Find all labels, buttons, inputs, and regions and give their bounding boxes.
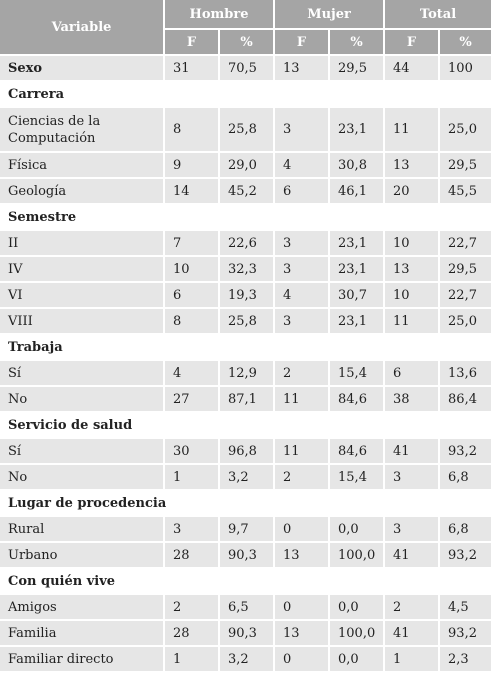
section-label: Semestre <box>0 205 493 231</box>
table-row <box>0 108 493 153</box>
cell-value: 87,1 <box>220 387 275 413</box>
cell-value: 11 <box>385 309 440 335</box>
cell-value: 3 <box>385 465 440 491</box>
cell-value: 13 <box>385 153 440 179</box>
cell-value: 29,0 <box>220 153 275 179</box>
subheader-mujer-pct: % <box>330 30 385 56</box>
group-header-hombre: Hombre <box>165 0 275 30</box>
cell-value: 90,3 <box>220 543 275 569</box>
cell-value: 3 <box>385 517 440 543</box>
cell-value: 86,4 <box>440 387 493 413</box>
cell-value: 11 <box>275 439 330 465</box>
cell-value: 2 <box>165 595 220 621</box>
table-row <box>0 595 493 621</box>
cell-value: 3 <box>275 309 330 335</box>
cell-value: 23,1 <box>330 257 385 283</box>
cell-value: 13 <box>275 621 330 647</box>
cell-value: 19,3 <box>220 283 275 309</box>
cell-value: 31 <box>165 56 220 82</box>
cell-value: 25,8 <box>220 309 275 335</box>
cell-value: 0 <box>275 647 330 673</box>
cell-value: 2 <box>275 465 330 491</box>
cell-value: 22,7 <box>440 231 493 257</box>
table-row <box>0 283 493 309</box>
cell-value: 70,5 <box>220 56 275 82</box>
cell-value: 32,3 <box>220 257 275 283</box>
cell-value: 6 <box>165 283 220 309</box>
cell-value: 29,5 <box>440 153 493 179</box>
cell-value: 84,6 <box>330 439 385 465</box>
cell-value: 1 <box>165 465 220 491</box>
cell-value: 3 <box>165 517 220 543</box>
cell-value: 3,2 <box>220 647 275 673</box>
cell-value: 100 <box>440 56 493 82</box>
cell-value: 11 <box>385 108 440 153</box>
table-row <box>0 153 493 179</box>
cell-value: 2 <box>385 595 440 621</box>
cell-value: 22,7 <box>440 283 493 309</box>
row-label: Rural <box>0 517 165 543</box>
section-label: Con quién vive <box>0 569 493 595</box>
cell-value: 27 <box>165 387 220 413</box>
cell-value: 25,0 <box>440 309 493 335</box>
subheader-mujer-f: F <box>275 30 330 56</box>
cell-value: 93,2 <box>440 621 493 647</box>
subheader-hombre-f: F <box>165 30 220 56</box>
cell-value: 2 <box>275 361 330 387</box>
cell-value: 93,2 <box>440 439 493 465</box>
cell-value: 23,1 <box>330 309 385 335</box>
section-row <box>0 335 493 361</box>
cell-value: 10 <box>165 257 220 283</box>
row-label: Urbano <box>0 543 165 569</box>
cell-value: 13 <box>275 543 330 569</box>
section-row <box>0 491 493 517</box>
cell-value: 30 <box>165 439 220 465</box>
row-label: Geología <box>0 179 165 205</box>
cell-value: 22,6 <box>220 231 275 257</box>
cell-value: 1 <box>165 647 220 673</box>
row-label: Ciencias de la Computación <box>0 108 165 153</box>
table-row <box>0 257 493 283</box>
cell-value: 6,8 <box>440 517 493 543</box>
cell-value: 25,0 <box>440 108 493 153</box>
table-row <box>0 231 493 257</box>
table-row <box>0 387 493 413</box>
row-label: Amigos <box>0 595 165 621</box>
section-row <box>0 205 493 231</box>
cell-value: 0,0 <box>330 647 385 673</box>
cell-value: 4 <box>275 153 330 179</box>
row-label: Sí <box>0 439 165 465</box>
cell-value: 0,0 <box>330 595 385 621</box>
table-row <box>0 517 493 543</box>
cell-value: 44 <box>385 56 440 82</box>
table-row <box>0 543 493 569</box>
cell-value: 45,5 <box>440 179 493 205</box>
cell-value: 12,9 <box>220 361 275 387</box>
cell-value: 30,7 <box>330 283 385 309</box>
cell-value: 0 <box>275 595 330 621</box>
cell-value: 8 <box>165 309 220 335</box>
section-label: Trabaja <box>0 335 493 361</box>
group-header-total: Total <box>385 0 493 30</box>
cell-value: 100,0 <box>330 543 385 569</box>
table-row <box>0 361 493 387</box>
table-row <box>0 179 493 205</box>
cell-value: 41 <box>385 621 440 647</box>
row-label: VI <box>0 283 165 309</box>
cell-value: 90,3 <box>220 621 275 647</box>
section-label: Servicio de salud <box>0 413 493 439</box>
cell-value: 41 <box>385 439 440 465</box>
row-label: II <box>0 231 165 257</box>
cell-value: 8 <box>165 108 220 153</box>
cell-value: 20 <box>385 179 440 205</box>
row-label: VIII <box>0 309 165 335</box>
cell-value: 6 <box>385 361 440 387</box>
cell-value: 29,5 <box>440 257 493 283</box>
cell-value: 13 <box>385 257 440 283</box>
cell-value: 7 <box>165 231 220 257</box>
cell-value: 3 <box>275 257 330 283</box>
section-label: Lugar de procedencia <box>0 491 493 517</box>
cell-value: 15,4 <box>330 361 385 387</box>
cell-value: 9 <box>165 153 220 179</box>
cell-value: 3,2 <box>220 465 275 491</box>
section-label: Carrera <box>0 82 493 108</box>
cell-value: 93,2 <box>440 543 493 569</box>
cell-value: 100,0 <box>330 621 385 647</box>
cell-value: 14 <box>165 179 220 205</box>
section-row <box>0 569 493 595</box>
table-row <box>0 56 493 82</box>
cell-value: 23,1 <box>330 231 385 257</box>
cell-value: 46,1 <box>330 179 385 205</box>
cell-value: 1 <box>385 647 440 673</box>
cell-value: 96,8 <box>220 439 275 465</box>
cell-value: 23,1 <box>330 108 385 153</box>
table-row <box>0 465 493 491</box>
cell-value: 29,5 <box>330 56 385 82</box>
subheader-total-pct: % <box>440 30 493 56</box>
cell-value: 25,8 <box>220 108 275 153</box>
row-label: No <box>0 387 165 413</box>
table-row <box>0 439 493 465</box>
section-row <box>0 82 493 108</box>
cell-value: 6,5 <box>220 595 275 621</box>
cell-value: 13 <box>275 56 330 82</box>
cell-value: 45,2 <box>220 179 275 205</box>
table-body <box>0 56 493 673</box>
cell-value: 4,5 <box>440 595 493 621</box>
cell-value: 10 <box>385 283 440 309</box>
cell-value: 9,7 <box>220 517 275 543</box>
row-label: Familiar directo <box>0 647 165 673</box>
row-label: Sí <box>0 361 165 387</box>
cell-value: 3 <box>275 231 330 257</box>
cell-value: 0,0 <box>330 517 385 543</box>
cell-value: 0 <box>275 517 330 543</box>
cell-value: 2,3 <box>440 647 493 673</box>
section-row <box>0 413 493 439</box>
row-label: IV <box>0 257 165 283</box>
table-row <box>0 621 493 647</box>
variable-header: Variable <box>0 0 165 56</box>
table-header <box>0 0 493 56</box>
cell-value: 3 <box>275 108 330 153</box>
cell-value: 13,6 <box>440 361 493 387</box>
subheader-total-f: F <box>385 30 440 56</box>
row-label: Familia <box>0 621 165 647</box>
cell-value: 28 <box>165 621 220 647</box>
cell-value: 4 <box>165 361 220 387</box>
cell-value: 84,6 <box>330 387 385 413</box>
table-row <box>0 309 493 335</box>
group-header-mujer: Mujer <box>275 0 385 30</box>
row-label: Sexo <box>0 56 165 82</box>
cell-value: 4 <box>275 283 330 309</box>
row-label: No <box>0 465 165 491</box>
cell-value: 15,4 <box>330 465 385 491</box>
row-label: Física <box>0 153 165 179</box>
cell-value: 38 <box>385 387 440 413</box>
cell-value: 6,8 <box>440 465 493 491</box>
subheader-hombre-pct: % <box>220 30 275 56</box>
table-row <box>0 647 493 673</box>
cell-value: 6 <box>275 179 330 205</box>
cell-value: 30,8 <box>330 153 385 179</box>
cell-value: 28 <box>165 543 220 569</box>
cell-value: 11 <box>275 387 330 413</box>
cell-value: 10 <box>385 231 440 257</box>
cell-value: 41 <box>385 543 440 569</box>
